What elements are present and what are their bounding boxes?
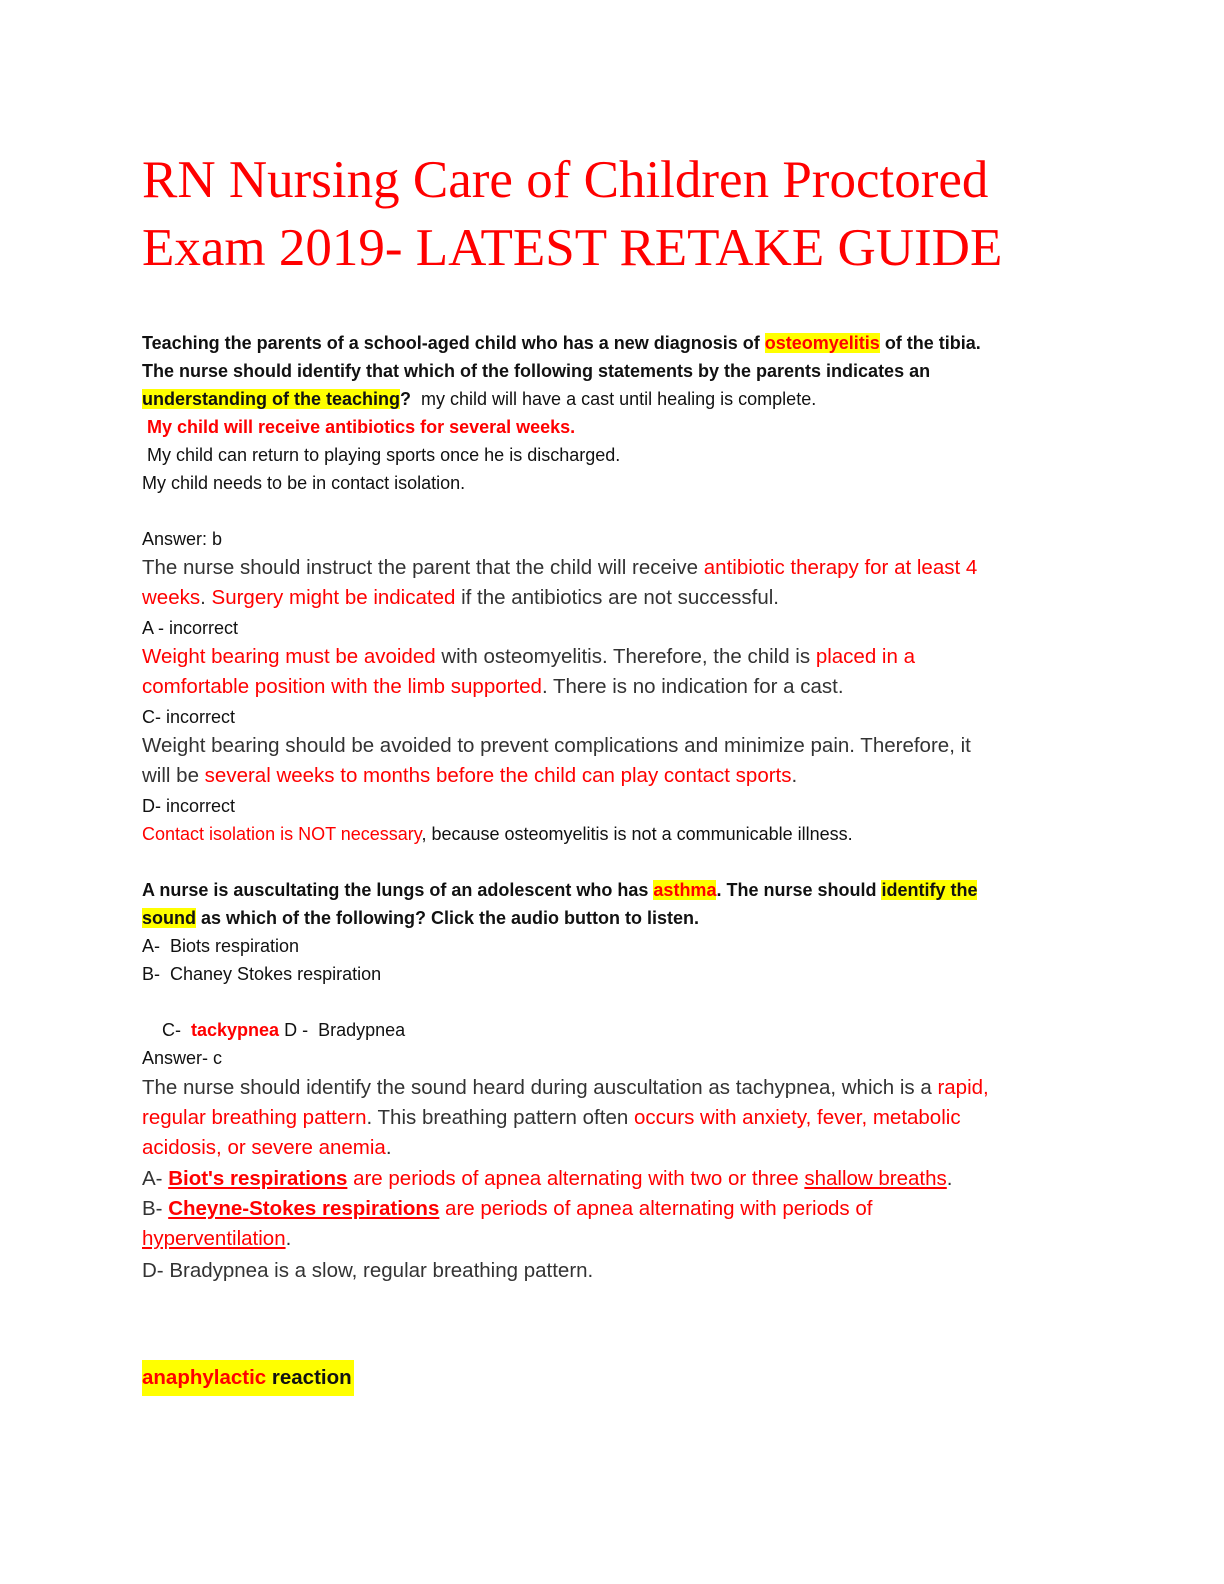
q1-stem-line-2: The nurse should identify that which of the following statements by the parents indicates an	[142, 361, 931, 381]
q1-option-c: My child can return to playing sports once he is discharged.	[142, 445, 621, 465]
q1-explanation-d: Contact isolation is NOT necessary, because osteomyelitis is not a communicable illness.	[142, 824, 853, 844]
keyword-osteomyelitis: osteomyelitis	[764, 333, 880, 353]
q2-option-c-d: C- tackypnea D - Bradypnea	[162, 1020, 406, 1040]
q2-option-a: A- Biots respiration	[142, 936, 300, 956]
q2-option-d: D - Bradypnea	[279, 1020, 406, 1040]
q2-stem-line-1: A nurse is auscultating the lungs of an adolescent who has asthma. The nurse should identify the	[142, 880, 978, 900]
q1-option-d: My child needs to be in contact isolation.	[142, 473, 466, 493]
q1-answer: Answer: b	[142, 529, 223, 549]
q3-heading: anaphylactic reaction	[142, 1360, 354, 1396]
q2-option-c: tackypnea	[191, 1020, 280, 1040]
keyword-understanding: understanding of the teaching	[142, 389, 401, 409]
q1-option-a: my child will have a cast until healing is complete.	[411, 389, 817, 409]
q1-label-c: C- incorrect	[142, 707, 236, 727]
q2-explanation-a: A- Biot's respirations are periods of apnea alternating with two or three shallow breaths.	[142, 1167, 953, 1190]
q1-label-a: A - incorrect	[142, 618, 239, 638]
q1-stem-line-1: Teaching the parents of a school-aged child who has a new diagnosis of osteomyelitis of the tibia.	[142, 333, 981, 353]
term-cheyne-stokes: Cheyne-Stokes respirations	[168, 1197, 440, 1220]
q2-explanation-line-2: regular breathing pattern. This breathing pattern often occurs with anxiety, fever, metabolic	[142, 1106, 961, 1129]
q1-explanation-a-line-2: comfortable position with the limb supported. There is no indication for a cast.	[142, 675, 844, 698]
keyword-asthma: asthma	[653, 880, 717, 900]
term-biots: Biot's respirations	[168, 1167, 348, 1190]
title-line-2: Exam 2019- LATEST RETAKE GUIDE	[142, 219, 1003, 277]
q2-answer: Answer- c	[142, 1048, 223, 1068]
q2-explanation-d: D- Bradypnea is a slow, regular breathing pattern.	[142, 1259, 594, 1282]
q2-explanation-line-3: acidosis, or severe anemia.	[142, 1136, 392, 1159]
q1-label-d: D- incorrect	[142, 796, 236, 816]
q2-explanation-line-1: The nurse should identify the sound heard during auscultation as tachypnea, which is a rapid,	[142, 1076, 989, 1099]
q1-option-b: My child will receive antibiotics for several weeks.	[142, 417, 576, 437]
q2-stem-line-2: sound as which of the following? Click the audio button to listen.	[142, 908, 699, 928]
q2-explanation-b-line-1: B- Cheyne-Stokes respirations are periods of apnea alternating with periods of	[142, 1197, 873, 1220]
keyword-identify: identify the	[881, 880, 978, 900]
keyword-sound: sound	[142, 908, 196, 928]
q1-explanation-line-2: weeks. Surgery might be indicated if the antibiotics are not successful.	[142, 586, 779, 609]
title-line-1: RN Nursing Care of Children Proctored	[142, 151, 989, 209]
q1-explanation-c-line-1: Weight bearing should be avoided to prevent complications and minimize pain. Therefore, it	[142, 734, 971, 757]
q2-option-b: B- Chaney Stokes respiration	[142, 964, 382, 984]
document-title	[142, 146, 1142, 282]
q1-explanation-c-line-2: will be several weeks to months before the child can play contact sports.	[142, 764, 798, 787]
q1-stem-line-3: understanding of the teaching? my child will have a cast until healing is complete.	[142, 389, 817, 409]
q2-explanation-b-line-2: hyperventilation.	[142, 1227, 292, 1250]
q1-explanation-line-1: The nurse should instruct the parent that the child will receive antibiotic therapy for at least 4	[142, 556, 978, 579]
q1-explanation-a-line-1: Weight bearing must be avoided with osteomyelitis. Therefore, the child is placed in a	[142, 645, 915, 668]
